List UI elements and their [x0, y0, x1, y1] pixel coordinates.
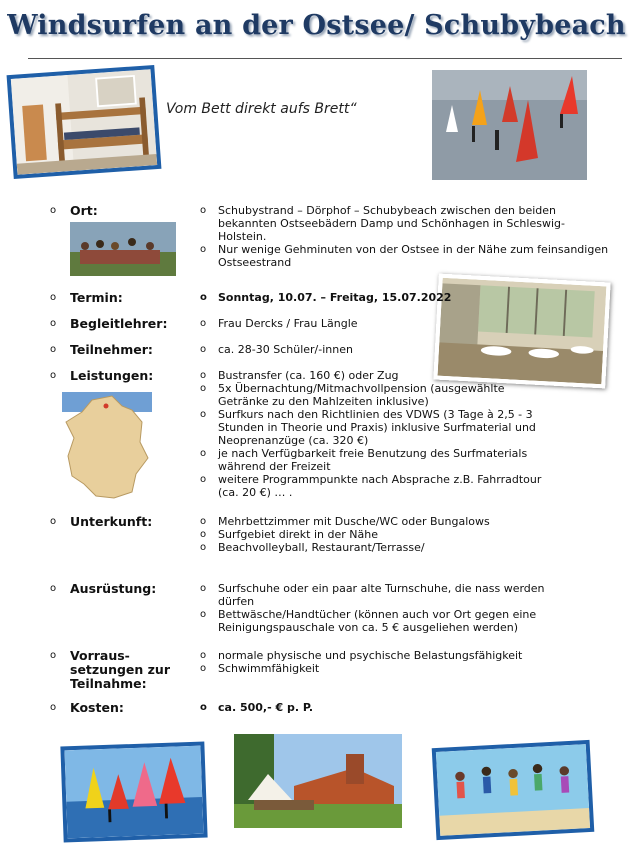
beach-building-photo: [234, 734, 402, 828]
list-item: o ca. 500,- € p. P.: [200, 701, 610, 714]
colorful-sails-photo: [60, 742, 207, 843]
section-label: Ausrüstung:: [70, 581, 157, 596]
section-label: Teilnehmer:: [70, 342, 153, 357]
list-item: o je nach Verfügbarkeit freie Benutzung des Surfmaterials während der Freizeit: [200, 447, 555, 473]
list-item: o Frau Dercks / Frau Längle: [200, 317, 610, 330]
list-item: o Surfschuhe oder ein paar alte Turnschuhe, die nass werden dürfen: [200, 582, 550, 608]
list-item: o Schubystrand – Dörphof – Schubybeach zwischen den beiden bekannten Ostseebädern Damp und Schönhagen in Schleswig-Holstein.: [200, 204, 610, 243]
list-item: o Surfkurs nach den Richtlinien des VDWS (3 Tage à 2,5 - 3 Stunden in Theorie und Praxis) inklusive Surfmaterial und Neoprenanzüge (ca. 320 €): [200, 408, 555, 447]
list-item: o Surfgebiet direkt in der Nähe: [200, 528, 610, 541]
list-item: o normale physische und psychische Belastungsfähigkeit: [200, 649, 610, 662]
section-label: Kosten:: [70, 700, 124, 715]
list-item: o Beachvolleyball, Restaurant/Terrasse/: [200, 541, 610, 554]
list-item: o Nur wenige Gehminuten von der Ostsee in der Nähe zum feinsandigen Ostseestrand: [200, 243, 610, 269]
list-item: o weitere Programmpunkte nach Absprache z.B. Fahrradtour (ca. 20 €) … .: [200, 473, 555, 499]
bunk-bed-room-photo: [7, 65, 162, 179]
title-divider: [28, 58, 622, 59]
list-item: o Bustransfer (ca. 160 €) oder Zug: [200, 369, 555, 382]
section-label: Leistungen:: [70, 368, 154, 383]
list-item: o ca. 28-30 Schüler/-innen: [200, 343, 610, 356]
list-item: o Mehrbettzimmer mit Dusche/WC oder Bungalows: [200, 515, 610, 528]
list-item: o Schwimmfähigkeit: [200, 662, 610, 675]
list-item: o Bettwäsche/Handtücher (können auch vor Ort gegen eine Reinigungspauschale von ca. 5 € ausgeliehen werden): [200, 608, 550, 634]
windsurfers-photo: [432, 70, 587, 180]
section-label: Termin:: [70, 290, 123, 305]
page-title: Windsurfen an der Ostsee/ Schubybeach: [7, 10, 626, 41]
slogan: Vom Bett direkt aufs Brett“: [166, 101, 357, 117]
section-label: Unterkunft:: [70, 514, 153, 529]
list-item: o 5x Übernachtung/Mitmachvollpension (ausgewählte Getränke zu den Mahlzeiten inklusive): [200, 382, 555, 408]
jumping-kids-photo: [432, 740, 595, 840]
germany-map: [62, 392, 152, 502]
group-on-beach-photo: [70, 222, 176, 276]
list-item: o Sonntag, 10.07. – Freitag, 15.07.2022: [200, 291, 610, 304]
section-label: Vorraus-setzungen zur Teilnahme:: [70, 648, 170, 691]
section-label: Begleitlehrer:: [70, 316, 168, 331]
section-label: Ort:: [70, 203, 98, 218]
